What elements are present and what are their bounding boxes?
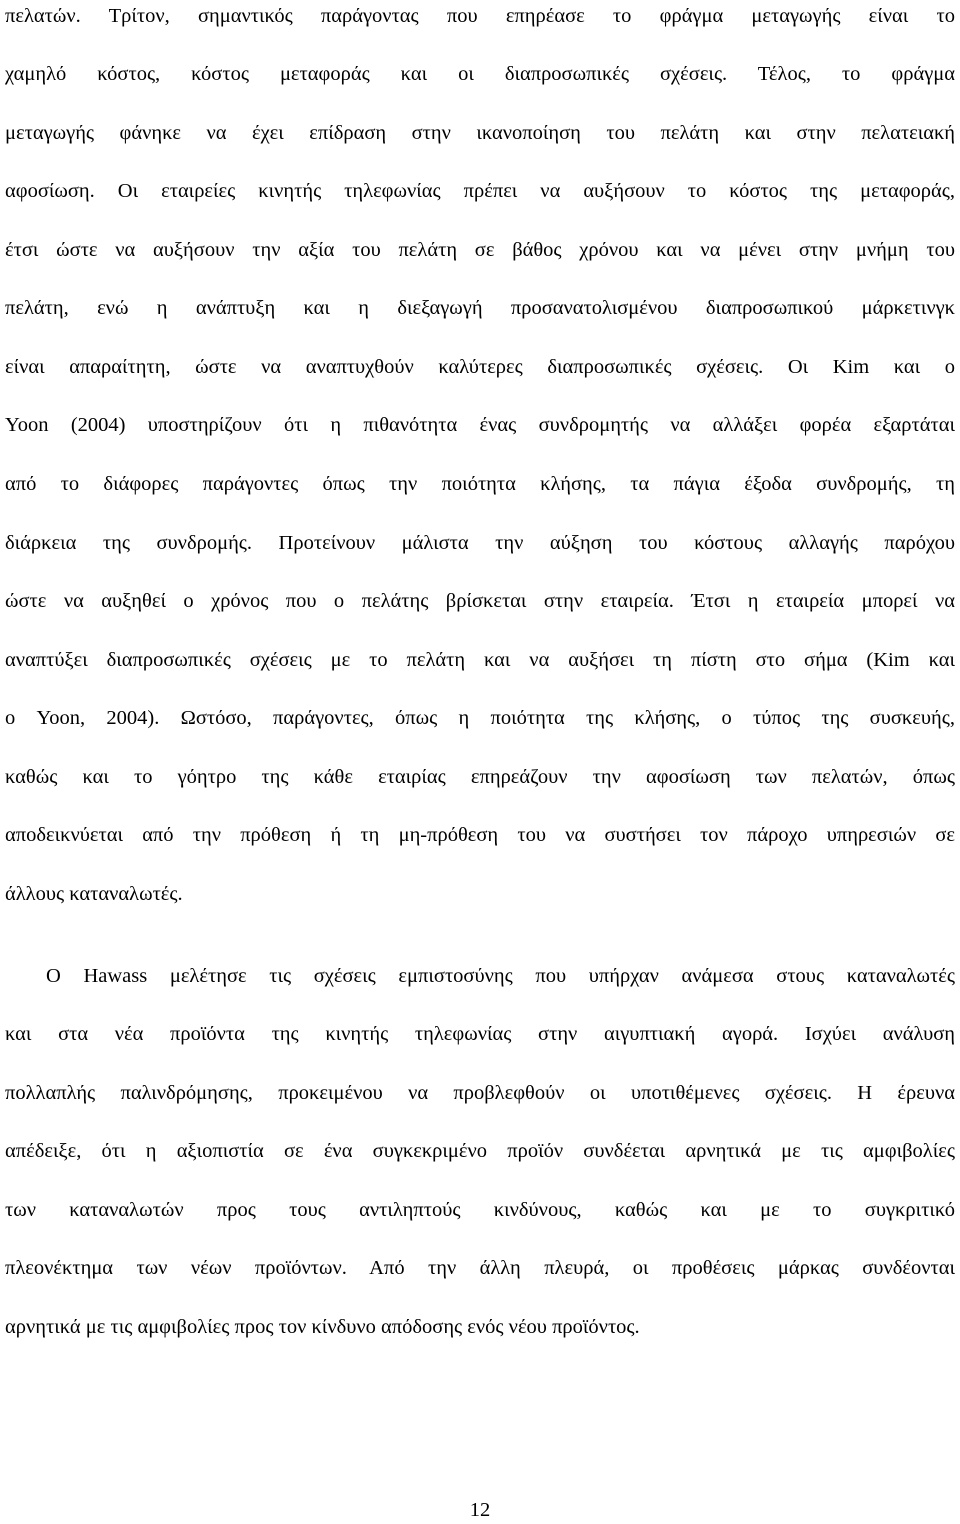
text-line: ο Yoon, 2004). Ωστόσο, παράγοντες, όπως η ποιότητα της κλήσης, ο τύπος της συσκευής, [5,707,955,729]
page-number: 12 [469,1499,491,1521]
text-line: χαμηλό κόστος, κόστος μεταφοράς και οι διαπροσωπικές σχέσεις. Τέλος, το φράγμα [5,63,955,85]
text-line: πλεονέκτημα των νέων προϊόντων. Από την άλλη πλευρά, οι προθέσεις μάρκας συνδέονται [5,1257,955,1279]
text-line: ώστε να αυξηθεί ο χρόνος που ο πελάτης βρίσκεται στην εταιρεία. Έτσι η εταιρεία μπορεί να [5,590,955,612]
text-line: αποδεικνύεται από την πρόθεση ή τη μη-πρόθεση του να συστήσει τον πάροχο υπηρεσιών σε [5,824,955,846]
text-line: αρνητικά με τις αμφιβολίες προς τον κίνδυνο απόδοσης ενός νέου προϊόντος. [5,1316,640,1338]
text-line: Yoon (2004) υποστηρίζουν ότι η πιθανότητα ένας συνδρομητής να αλλάξει φορέα εξαρτάται [5,414,955,436]
text-line: πελάτη, ενώ η ανάπτυξη και η διεξαγωγή προσανατολισμένου διαπροσωπικού μάρκετινγκ [5,297,955,319]
text-line: μεταγωγής φάνηκε να έχει επίδραση στην ικανοποίηση του πελάτη και στην πελατειακή [5,122,955,144]
text-line: αναπτύξει διαπροσωπικές σχέσεις με το πελάτη και να αυξήσει τη πίστη στο σήμα (Kim και [5,649,955,671]
text-line: πελατών. Τρίτον, σημαντικός παράγοντας που επηρέασε το φράγμα μεταγωγής είναι το [5,5,955,27]
text-line: και στα νέα προϊόντα της κινητής τηλεφωνίας στην αιγυπτιακή αγορά. Ισχύει ανάλυση [5,1023,955,1045]
text-line: από το διάφορες παράγοντες όπως την ποιότητα κλήσης, τα πάγια έξοδα συνδρομής, τη [5,473,955,495]
text-line: είναι απαραίτητη, ώστε να αναπτυχθούν καλύτερες διαπροσωπικές σχέσεις. Οι Kim και ο [5,356,955,378]
text-line: διάρκεια της συνδρομής. Προτείνουν μάλιστα την αύξηση του κόστους αλλαγής παρόχου [5,532,955,554]
text-line: των καταναλωτών προς τους αντιληπτούς κινδύνους, καθώς και με το συγκριτικό [5,1199,955,1221]
text-line: έτσι ώστε να αυξήσουν την αξία του πελάτη σε βάθος χρόνου και να μένει στην μνήμη του [5,239,955,261]
text-line: άλλους καταναλωτές. [5,883,183,905]
text-line: καθώς και το γόητρο της κάθε εταιρίας επηρεάζουν την αφοσίωση των πελατών, όπως [5,766,955,788]
text-line: πολλαπλής παλινδρόμησης, προκειμένου να προβλεφθούν οι υποτιθέμενες σχέσεις. Η έρευνα [5,1082,955,1104]
text-line: Ο Hawass μελέτησε τις σχέσεις εμπιστοσύνης που υπήρχαν ανάμεσα στους καταναλωτές [46,965,955,987]
text-line: αφοσίωση. Οι εταιρείες κινητής τηλεφωνίας πρέπει να αυξήσουν το κόστος της μεταφοράς, [5,180,955,202]
text-line: απέδειξε, ότι η αξιοπιστία σε ένα συγκεκριμένο προϊόν συνδέεται αρνητικά με τις αμφιβολίες [5,1140,955,1162]
